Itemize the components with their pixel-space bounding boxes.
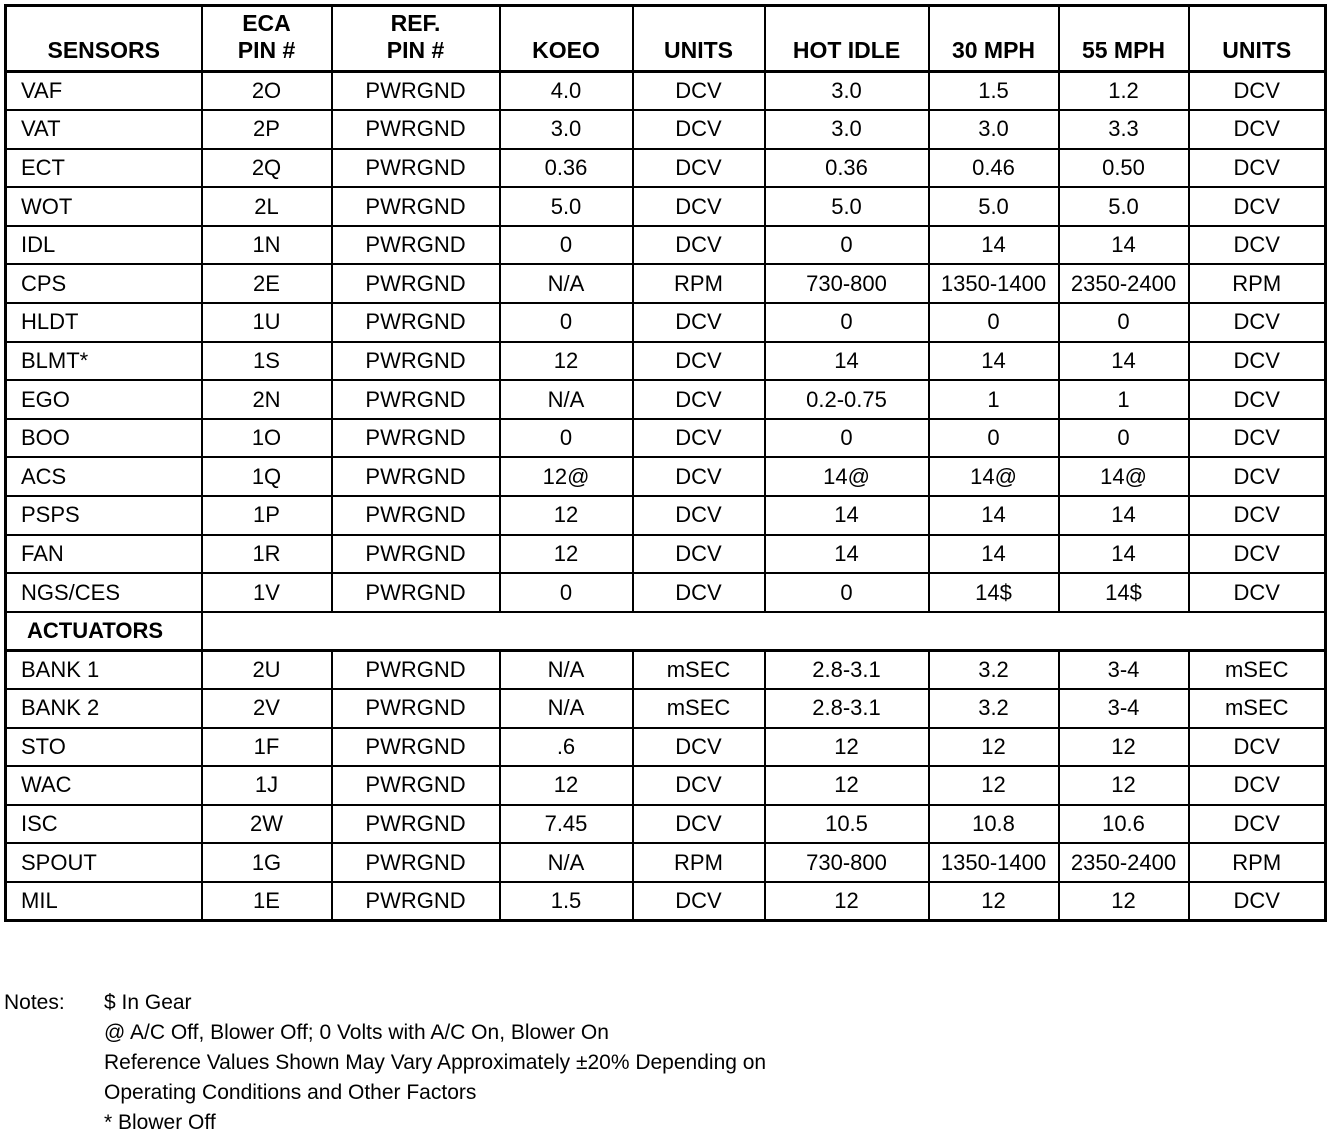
table-row bbox=[6, 380, 1326, 419]
header-line-2: HOT IDLE bbox=[792, 37, 901, 63]
cell-units-2: DCV bbox=[1189, 149, 1326, 188]
cell-hot-idle: 12 bbox=[765, 728, 929, 767]
table-row bbox=[6, 226, 1326, 265]
cell-ref-pin: PWRGND bbox=[332, 149, 500, 188]
cell-koeo: 0 bbox=[500, 226, 633, 265]
header-hot-idle bbox=[765, 6, 929, 72]
header-line-2: 55 MPH bbox=[1081, 37, 1166, 63]
cell-55-mph: 1.2 bbox=[1059, 72, 1189, 111]
cell-hot-idle: 14 bbox=[765, 342, 929, 381]
cell-units-2: DCV bbox=[1189, 303, 1326, 342]
cell-units-2: DCV bbox=[1189, 882, 1326, 921]
cell-55-mph: 14 bbox=[1059, 342, 1189, 381]
cell-hot-idle: 14 bbox=[765, 496, 929, 535]
cell-30-mph: 14 bbox=[929, 496, 1059, 535]
cell-hot-idle: 0 bbox=[765, 303, 929, 342]
cell-name: NGS/CES bbox=[6, 573, 202, 612]
cell-eca-pin: 1G bbox=[202, 843, 332, 882]
table-row bbox=[6, 650, 1326, 689]
cell-koeo: 4.0 bbox=[500, 72, 633, 111]
cell-units-2: RPM bbox=[1189, 264, 1326, 303]
header-line-1: REF. bbox=[390, 10, 441, 36]
cell-hot-idle: 5.0 bbox=[765, 187, 929, 226]
header-units bbox=[633, 6, 765, 72]
cell-name: HLDT bbox=[6, 303, 202, 342]
table-row bbox=[6, 496, 1326, 535]
cell-units-2: DCV bbox=[1189, 342, 1326, 381]
cell-name: CPS bbox=[6, 264, 202, 303]
cell-hot-idle: 0.36 bbox=[765, 149, 929, 188]
header-ref-pin bbox=[332, 6, 500, 72]
cell-ref-pin: PWRGND bbox=[332, 766, 500, 805]
header-30-mph bbox=[929, 6, 1059, 72]
cell-units-2: DCV bbox=[1189, 419, 1326, 458]
cell-units: mSEC bbox=[633, 689, 765, 728]
cell-units: RPM bbox=[633, 264, 765, 303]
header-line-2: KOEO bbox=[532, 37, 600, 63]
cell-eca-pin: 2N bbox=[202, 380, 332, 419]
cell-55-mph: 5.0 bbox=[1059, 187, 1189, 226]
cell-name: BANK 2 bbox=[6, 689, 202, 728]
cell-eca-pin: 1F bbox=[202, 728, 332, 767]
cell-55-mph: 3-4 bbox=[1059, 689, 1189, 728]
cell-55-mph: 14 bbox=[1059, 226, 1189, 265]
cell-koeo: 7.45 bbox=[500, 805, 633, 844]
table-row bbox=[6, 457, 1326, 496]
note-line: $ In Gear bbox=[104, 991, 192, 1014]
cell-eca-pin: 2P bbox=[202, 110, 332, 149]
cell-koeo: 12 bbox=[500, 342, 633, 381]
cell-units-2: mSEC bbox=[1189, 689, 1326, 728]
cell-eca-pin: 1Q bbox=[202, 457, 332, 496]
cell-name: FAN bbox=[6, 535, 202, 574]
cell-units-2: DCV bbox=[1189, 457, 1326, 496]
cell-name: ECT bbox=[6, 149, 202, 188]
cell-ref-pin: PWRGND bbox=[332, 226, 500, 265]
header-line-2: PIN # bbox=[237, 37, 296, 63]
cell-units: DCV bbox=[633, 226, 765, 265]
cell-30-mph: 14 bbox=[929, 342, 1059, 381]
table-row bbox=[6, 72, 1326, 111]
cell-55-mph: 0 bbox=[1059, 419, 1189, 458]
cell-ref-pin: PWRGND bbox=[332, 496, 500, 535]
header-koeo bbox=[500, 6, 633, 72]
cell-koeo: 0.36 bbox=[500, 149, 633, 188]
header-line-2: PIN # bbox=[386, 37, 445, 63]
cell-koeo: 12@ bbox=[500, 457, 633, 496]
cell-eca-pin: 2O bbox=[202, 72, 332, 111]
table-body bbox=[6, 72, 1326, 921]
cell-units: DCV bbox=[633, 805, 765, 844]
table-row bbox=[6, 342, 1326, 381]
cell-30-mph: 12 bbox=[929, 882, 1059, 921]
cell-units: DCV bbox=[633, 149, 765, 188]
header-line-2: 30 MPH bbox=[951, 37, 1036, 63]
cell-ref-pin: PWRGND bbox=[332, 110, 500, 149]
cell-ref-pin: PWRGND bbox=[332, 535, 500, 574]
cell-name: VAF bbox=[6, 72, 202, 111]
table-row bbox=[6, 149, 1326, 188]
cell-55-mph: 14 bbox=[1059, 535, 1189, 574]
cell-hot-idle: 14@ bbox=[765, 457, 929, 496]
cell-30-mph: 3.0 bbox=[929, 110, 1059, 149]
cell-55-mph: 10.6 bbox=[1059, 805, 1189, 844]
cell-eca-pin: 1V bbox=[202, 573, 332, 612]
cell-name: SPOUT bbox=[6, 843, 202, 882]
cell-eca-pin: 1U bbox=[202, 303, 332, 342]
cell-30-mph: 0.46 bbox=[929, 149, 1059, 188]
reference-values-table bbox=[4, 4, 1327, 922]
cell-name: MIL bbox=[6, 882, 202, 921]
cell-name: WAC bbox=[6, 766, 202, 805]
cell-koeo: 3.0 bbox=[500, 110, 633, 149]
header-line-2: UNITS bbox=[664, 37, 733, 63]
cell-units: DCV bbox=[633, 766, 765, 805]
table-row bbox=[6, 766, 1326, 805]
cell-ref-pin: PWRGND bbox=[332, 843, 500, 882]
header-row bbox=[6, 6, 1326, 72]
cell-55-mph: 14@ bbox=[1059, 457, 1189, 496]
cell-hot-idle: 730-800 bbox=[765, 843, 929, 882]
note-line: Reference Values Shown May Vary Approximately ±20% Depending on bbox=[104, 1051, 767, 1074]
cell-name: ACS bbox=[6, 457, 202, 496]
cell-units-2: DCV bbox=[1189, 728, 1326, 767]
cell-koeo: N/A bbox=[500, 689, 633, 728]
cell-30-mph: 0 bbox=[929, 419, 1059, 458]
cell-55-mph: 12 bbox=[1059, 728, 1189, 767]
notes-lines bbox=[104, 988, 766, 1138]
cell-hot-idle: 0.2-0.75 bbox=[765, 380, 929, 419]
cell-30-mph: 1 bbox=[929, 380, 1059, 419]
cell-ref-pin: PWRGND bbox=[332, 380, 500, 419]
cell-eca-pin: 1O bbox=[202, 419, 332, 458]
header-55-mph bbox=[1059, 6, 1189, 72]
cell-eca-pin: 2W bbox=[202, 805, 332, 844]
cell-name: PSPS bbox=[6, 496, 202, 535]
cell-koeo: 12 bbox=[500, 496, 633, 535]
cell-koeo: 0 bbox=[500, 419, 633, 458]
cell-ref-pin: PWRGND bbox=[332, 689, 500, 728]
cell-30-mph: 14$ bbox=[929, 573, 1059, 612]
cell-hot-idle: 14 bbox=[765, 535, 929, 574]
cell-eca-pin: 1N bbox=[202, 226, 332, 265]
cell-30-mph: 5.0 bbox=[929, 187, 1059, 226]
cell-ref-pin: PWRGND bbox=[332, 419, 500, 458]
cell-ref-pin: PWRGND bbox=[332, 573, 500, 612]
cell-units: DCV bbox=[633, 380, 765, 419]
cell-koeo: N/A bbox=[500, 380, 633, 419]
note-line: * Blower Off bbox=[104, 1111, 216, 1134]
table-row bbox=[6, 187, 1326, 226]
cell-name: BLMT* bbox=[6, 342, 202, 381]
cell-name: VAT bbox=[6, 110, 202, 149]
table-row bbox=[6, 843, 1326, 882]
cell-hot-idle: 730-800 bbox=[765, 264, 929, 303]
header-line-1: ECA bbox=[242, 10, 291, 36]
cell-units: DCV bbox=[633, 496, 765, 535]
cell-units: DCV bbox=[633, 419, 765, 458]
cell-30-mph: 1350-1400 bbox=[929, 843, 1059, 882]
cell-units: DCV bbox=[633, 535, 765, 574]
cell-55-mph: 1 bbox=[1059, 380, 1189, 419]
cell-55-mph: 3.3 bbox=[1059, 110, 1189, 149]
cell-ref-pin: PWRGND bbox=[332, 342, 500, 381]
cell-koeo: 0 bbox=[500, 303, 633, 342]
table-row bbox=[6, 110, 1326, 149]
cell-eca-pin: 1E bbox=[202, 882, 332, 921]
cell-30-mph: 1350-1400 bbox=[929, 264, 1059, 303]
cell-hot-idle: 2.8-3.1 bbox=[765, 650, 929, 689]
cell-units-2: DCV bbox=[1189, 226, 1326, 265]
cell-55-mph: 14$ bbox=[1059, 573, 1189, 612]
cell-ref-pin: PWRGND bbox=[332, 187, 500, 226]
cell-eca-pin: 2E bbox=[202, 264, 332, 303]
cell-ref-pin: PWRGND bbox=[332, 303, 500, 342]
cell-hot-idle: 2.8-3.1 bbox=[765, 689, 929, 728]
section-row-actuators bbox=[6, 612, 1326, 651]
cell-name: BOO bbox=[6, 419, 202, 458]
cell-units: DCV bbox=[633, 187, 765, 226]
cell-name: WOT bbox=[6, 187, 202, 226]
cell-30-mph: 1.5 bbox=[929, 72, 1059, 111]
cell-55-mph: 12 bbox=[1059, 882, 1189, 921]
cell-55-mph: 3-4 bbox=[1059, 650, 1189, 689]
cell-eca-pin: 2Q bbox=[202, 149, 332, 188]
cell-30-mph: 10.8 bbox=[929, 805, 1059, 844]
cell-name: BANK 1 bbox=[6, 650, 202, 689]
cell-ref-pin: PWRGND bbox=[332, 650, 500, 689]
cell-units-2: DCV bbox=[1189, 187, 1326, 226]
cell-30-mph: 3.2 bbox=[929, 650, 1059, 689]
cell-name: IDL bbox=[6, 226, 202, 265]
cell-koeo: N/A bbox=[500, 650, 633, 689]
cell-30-mph: 12 bbox=[929, 728, 1059, 767]
cell-koeo: 5.0 bbox=[500, 187, 633, 226]
cell-eca-pin: 1R bbox=[202, 535, 332, 574]
table-row bbox=[6, 535, 1326, 574]
cell-ref-pin: PWRGND bbox=[332, 728, 500, 767]
cell-ref-pin: PWRGND bbox=[332, 264, 500, 303]
cell-units-2: mSEC bbox=[1189, 650, 1326, 689]
table-row bbox=[6, 573, 1326, 612]
cell-55-mph: 2350-2400 bbox=[1059, 843, 1189, 882]
table-row bbox=[6, 882, 1326, 921]
notes-label: Notes: bbox=[4, 991, 65, 1014]
cell-55-mph: 14 bbox=[1059, 496, 1189, 535]
header-line-2: UNITS bbox=[1222, 37, 1292, 63]
cell-hot-idle: 12 bbox=[765, 882, 929, 921]
note-line: @ A/C Off, Blower Off; 0 Volts with A/C On, Blower On bbox=[104, 1021, 609, 1044]
table-row bbox=[6, 728, 1326, 767]
section-spacer bbox=[202, 612, 1326, 651]
cell-hot-idle: 3.0 bbox=[765, 110, 929, 149]
cell-units: DCV bbox=[633, 72, 765, 111]
cell-eca-pin: 2U bbox=[202, 650, 332, 689]
cell-units: DCV bbox=[633, 303, 765, 342]
cell-units: DCV bbox=[633, 342, 765, 381]
cell-55-mph: 12 bbox=[1059, 766, 1189, 805]
cell-name: ISC bbox=[6, 805, 202, 844]
table-row bbox=[6, 303, 1326, 342]
cell-hot-idle: 0 bbox=[765, 226, 929, 265]
cell-eca-pin: 2L bbox=[202, 187, 332, 226]
cell-30-mph: 14@ bbox=[929, 457, 1059, 496]
cell-koeo: N/A bbox=[500, 264, 633, 303]
table-row bbox=[6, 419, 1326, 458]
header-line-2: SENSORS bbox=[47, 37, 160, 63]
cell-units-2: DCV bbox=[1189, 535, 1326, 574]
note-line: Operating Conditions and Other Factors bbox=[104, 1081, 477, 1104]
cell-30-mph: 3.2 bbox=[929, 689, 1059, 728]
cell-eca-pin: 1J bbox=[202, 766, 332, 805]
cell-name: STO bbox=[6, 728, 202, 767]
cell-hot-idle: 3.0 bbox=[765, 72, 929, 111]
cell-units-2: DCV bbox=[1189, 573, 1326, 612]
cell-55-mph: 0.50 bbox=[1059, 149, 1189, 188]
cell-units-2: DCV bbox=[1189, 72, 1326, 111]
cell-units: DCV bbox=[633, 573, 765, 612]
cell-hot-idle: 12 bbox=[765, 766, 929, 805]
cell-55-mph: 0 bbox=[1059, 303, 1189, 342]
section-label-actuators: ACTUATORS bbox=[6, 612, 202, 651]
cell-koeo: N/A bbox=[500, 843, 633, 882]
cell-name: EGO bbox=[6, 380, 202, 419]
cell-hot-idle: 0 bbox=[765, 419, 929, 458]
cell-30-mph: 0 bbox=[929, 303, 1059, 342]
cell-units-2: DCV bbox=[1189, 380, 1326, 419]
cell-30-mph: 12 bbox=[929, 766, 1059, 805]
cell-units-2: DCV bbox=[1189, 805, 1326, 844]
cell-units: DCV bbox=[633, 457, 765, 496]
table-row bbox=[6, 689, 1326, 728]
cell-units: DCV bbox=[633, 728, 765, 767]
header-units-2 bbox=[1189, 6, 1326, 72]
cell-units-2: DCV bbox=[1189, 110, 1326, 149]
cell-units-2: DCV bbox=[1189, 766, 1326, 805]
cell-units: mSEC bbox=[633, 650, 765, 689]
cell-eca-pin: 1P bbox=[202, 496, 332, 535]
cell-ref-pin: PWRGND bbox=[332, 72, 500, 111]
cell-units: DCV bbox=[633, 882, 765, 921]
cell-eca-pin: 2V bbox=[202, 689, 332, 728]
header-sensors bbox=[6, 6, 202, 72]
cell-30-mph: 14 bbox=[929, 535, 1059, 574]
cell-ref-pin: PWRGND bbox=[332, 457, 500, 496]
cell-55-mph: 2350-2400 bbox=[1059, 264, 1189, 303]
cell-ref-pin: PWRGND bbox=[332, 805, 500, 844]
cell-hot-idle: 0 bbox=[765, 573, 929, 612]
cell-units-2: DCV bbox=[1189, 496, 1326, 535]
cell-units: DCV bbox=[633, 110, 765, 149]
cell-koeo: .6 bbox=[500, 728, 633, 767]
cell-30-mph: 14 bbox=[929, 226, 1059, 265]
cell-ref-pin: PWRGND bbox=[332, 882, 500, 921]
cell-koeo: 12 bbox=[500, 766, 633, 805]
cell-hot-idle: 10.5 bbox=[765, 805, 929, 844]
table-row bbox=[6, 264, 1326, 303]
cell-koeo: 0 bbox=[500, 573, 633, 612]
table-row bbox=[6, 805, 1326, 844]
cell-koeo: 12 bbox=[500, 535, 633, 574]
cell-koeo: 1.5 bbox=[500, 882, 633, 921]
cell-eca-pin: 1S bbox=[202, 342, 332, 381]
cell-units-2: RPM bbox=[1189, 843, 1326, 882]
header-eca-pin bbox=[202, 6, 332, 72]
cell-units: RPM bbox=[633, 843, 765, 882]
